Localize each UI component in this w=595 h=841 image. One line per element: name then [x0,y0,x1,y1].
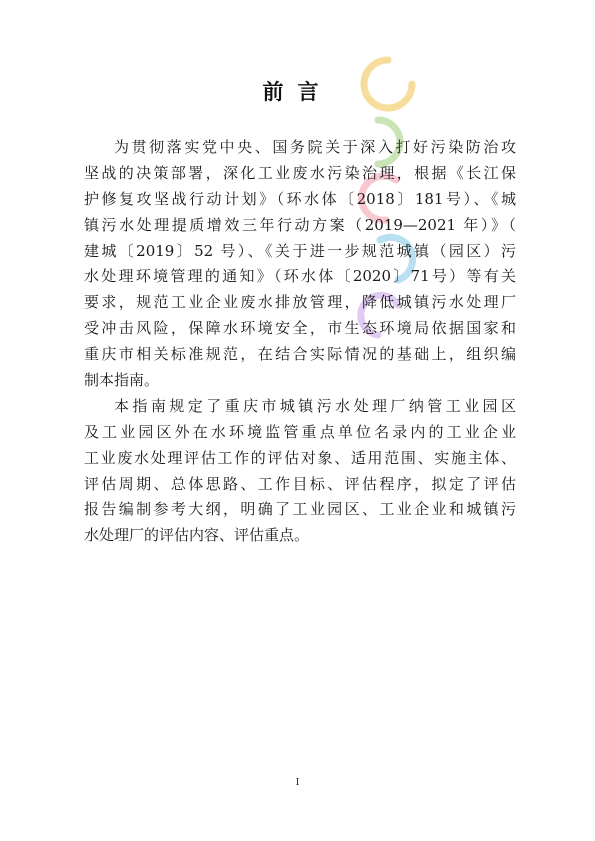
text-line: 护修复攻坚战行动计划》（环水体〔2018〕181号）、《城 [84,189,516,208]
paragraph-2 [84,394,516,549]
text-line: 要求，规范工业企业废水排放管理，降低城镇污水处理厂 [84,293,516,312]
body-text [84,135,516,549]
text-line: 工业废水处理评估工作的评估对象、适用范围、实施主体、 [84,448,516,467]
text-line: 为贯彻落实党中央、国务院关于深入打好污染防治攻 [114,138,516,156]
text-line: 建城〔2019〕52 号）、《关于进一步规范城镇（园区）污 [84,241,516,260]
page-title: 前言 [262,79,333,104]
page-number: I [295,778,300,788]
text-line: 水处理厂的评估内容、评估重点。 [84,526,310,545]
text-line: 评估周期、总体思路、工作目标、评估程序，拟定了评估 [84,474,516,493]
text-line: 报告编制参考大纲，明确了工业园区、工业企业和城镇污 [84,500,516,519]
text-line: 重庆市相关标准规范，在结合实际情况的基础上，组织编 [84,345,516,364]
text-line: 制本指南。 [84,371,160,390]
text-line: 及工业园区外在水环境监管重点单位名录内的工业企业 [84,422,516,441]
text-line: 水处理环境管理的通知》（环水体〔2020〕71号）等有关 [84,267,516,286]
text-line: 受冲击风险，保障水环境安全，市生态环境局依据国家和 [84,319,516,338]
text-line: 坚战的决策部署，深化工业废水污染治理，根据《长江保 [84,163,516,182]
text-line: 本指南规定了重庆市城镇污水处理厂纳管工业园区 [114,396,516,415]
text-line: 镇污水处理提质增效三年行动方案（2019—2021 年）》（ [84,215,516,234]
paragraph-1 [84,135,516,394]
